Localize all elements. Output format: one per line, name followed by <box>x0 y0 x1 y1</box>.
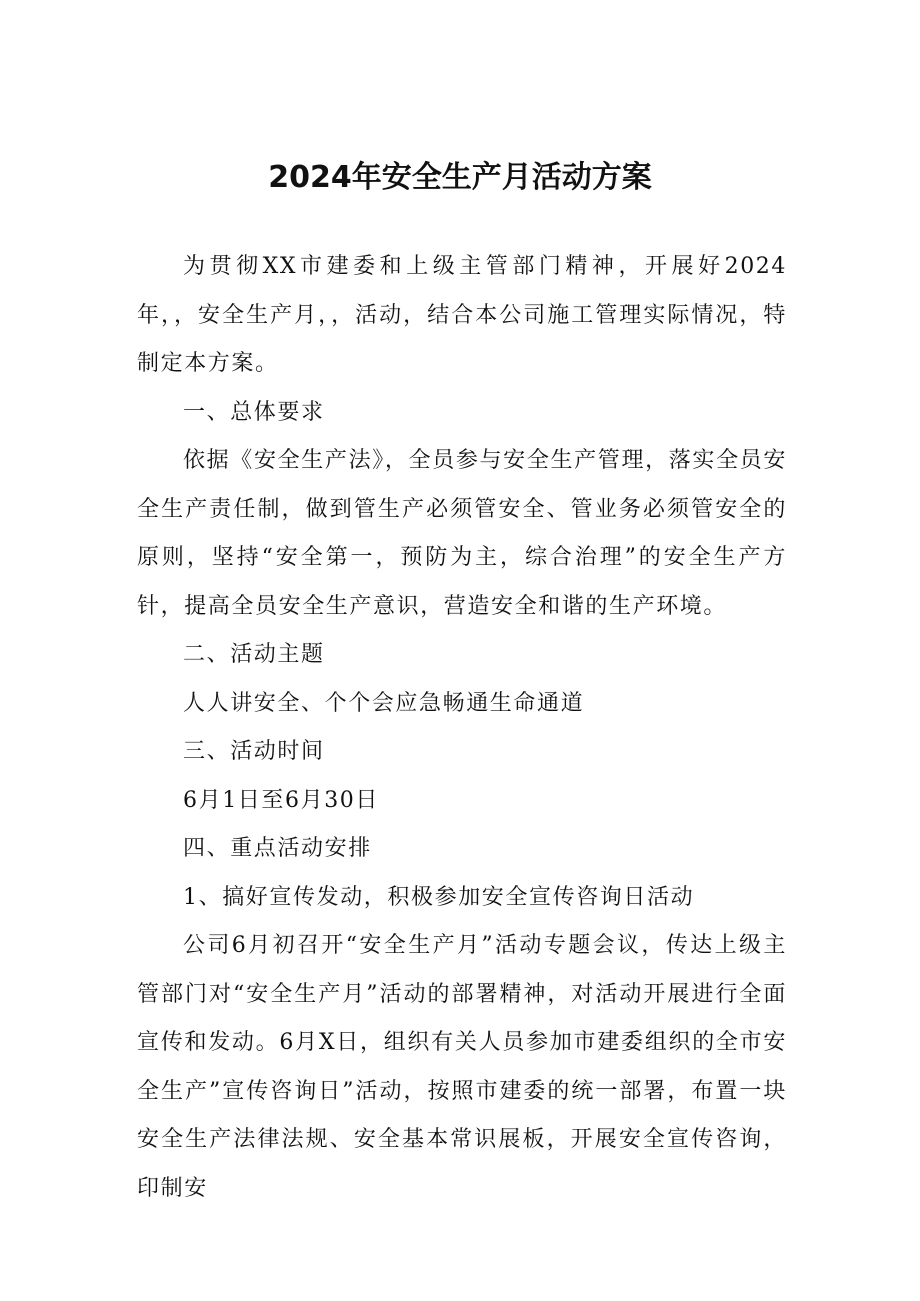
subsection-heading-publicity: 1、搞好宣传发动，积极参加安全宣传咨询日活动 <box>183 884 695 910</box>
section-heading-activity-theme: 二、活动主题 <box>183 642 325 667</box>
section-heading-activity-time: 三、活动时间 <box>183 739 325 764</box>
document-title: 2024年安全生产月活动方案 <box>268 160 652 196</box>
activity-time-text: 6月1日至6月30日 <box>183 787 379 813</box>
section-heading-key-arrangements: 四、重点活动安排 <box>183 836 372 861</box>
general-requirements-paragraph: 依据《安全生产法》，全员参与安全生产管理，落实全员安全生产责任制，做到管生产必须管安全、管业务必须管安全的原则，坚持“安全第一，预防为主，综合治理”的安全生产方针，提高全员安全生产意识，营造安全和谐的生产环境。 <box>137 448 787 619</box>
document-body <box>137 243 787 1213</box>
intro-paragraph: 为贯彻XX市建委和上级主管部门精神，开展好2024年，，安全生产月，，活动，结合本公司施工管理实际情况，特制定本方案。 <box>137 254 787 376</box>
activity-theme-text: 人人讲安全、个个会应急畅通生命通道 <box>183 690 585 716</box>
publicity-paragraph: 公司6月初召开“安全生产月”活动专题会议，传达上级主管部门对“安全生产月”活动的部署精神，对活动开展进行全面宣传和发动。6月X日，组织有关人员参加市建委组织的全市安全生产”宣传咨询日”活动，按照市建委的统一部署，布置一块安全生产法律法规、安全基本常识展板，开展安全宣传咨询，印制安 <box>137 933 787 1201</box>
section-heading-general-requirements: 一、总体要求 <box>183 399 325 425</box>
